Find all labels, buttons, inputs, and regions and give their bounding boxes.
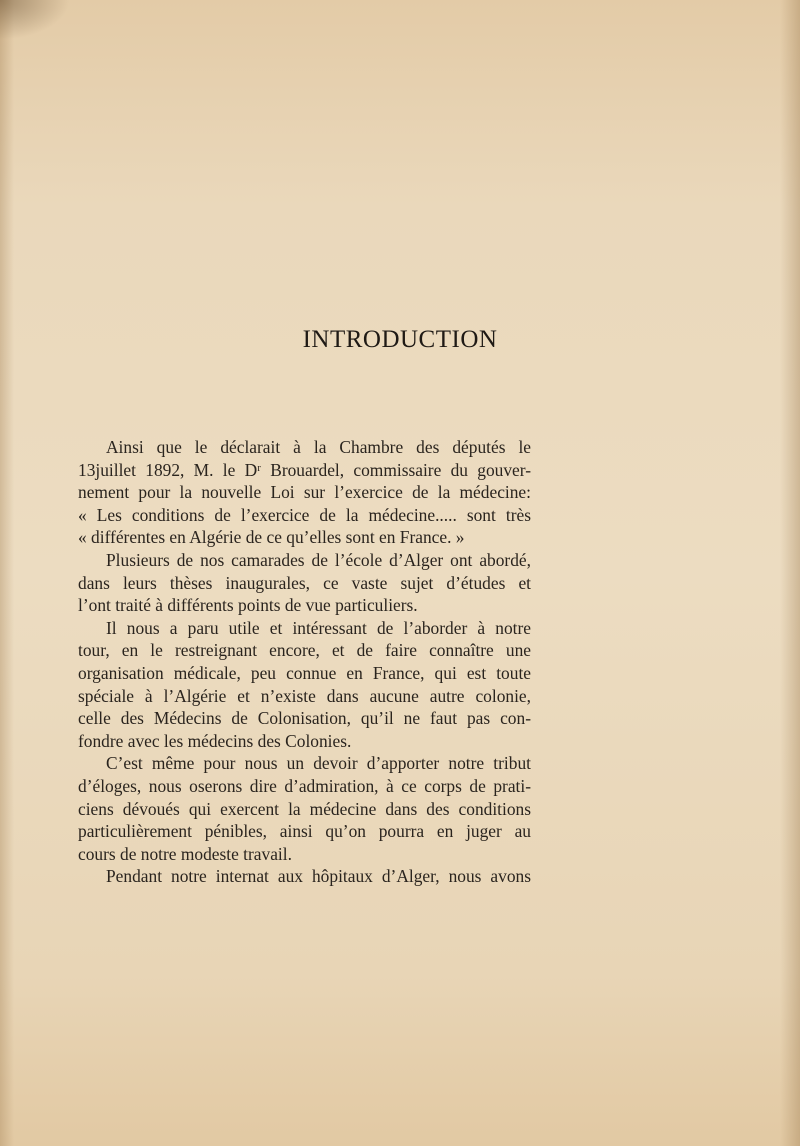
text-line: fondre avec les médecins des Colonies. [78,730,352,751]
text-line: Il nous a paru utile et intéressant de l’aborder à notre [106,617,531,638]
text-line: tour, en le restreignant encore, et de faire connaître une [78,640,531,661]
text-line: « différentes en Algérie de ce qu’elles sont en France. » [78,527,465,548]
text-line: d’éloges, nous oserons dire d’admiration, à ce corps de prati- [78,775,531,796]
text-line: ciens dévoués qui exercent la médecine dans des conditions [78,798,531,819]
text-line: dans leurs thèses inaugurales, ce vaste sujet d’études et [78,572,531,593]
text-line: particulièrement pénibles, ainsi qu’on pourra en juger au [78,821,531,842]
text-line: nement pour la nouvelle Loi sur l’exercice de la médecine: [78,482,531,503]
text-line: l’ont traité à différents points de vue particuliers. [78,595,418,616]
text-line: spéciale à l’Algérie et n’existe dans aucune autre colonie, [78,685,531,706]
body-text [78,436,531,888]
text-line: Ainsi que le déclarait à la Chambre des députés le [106,437,531,457]
text-line: « Les conditions de l’exercice de la médecine..... sont très [78,504,531,525]
page-edge-shadow-left [0,0,14,1146]
page-edge-shadow-right [780,0,800,1146]
text-line: Pendant notre internat aux hôpitaux d’Alger, nous avons [106,866,531,887]
text-line: C’est même pour nous un devoir d’apporter notre tribut [106,753,531,774]
text-line: Plusieurs de nos camarades de l’école d’Alger ont abordé, [106,549,531,570]
text-line: 13juillet 1892, M. le Dʳ Brouardel, commissaire du gouver- [78,459,531,480]
chapter-title: INTRODUCTION [302,326,498,353]
text-line: celle des Médecins de Colonisation, qu’il ne faut pas con- [78,708,531,729]
text-line: cours de notre modeste travail. [78,843,292,864]
text-line: organisation médicale, peu connue en France, qui est toute [78,662,531,683]
corner-stain [0,0,70,40]
